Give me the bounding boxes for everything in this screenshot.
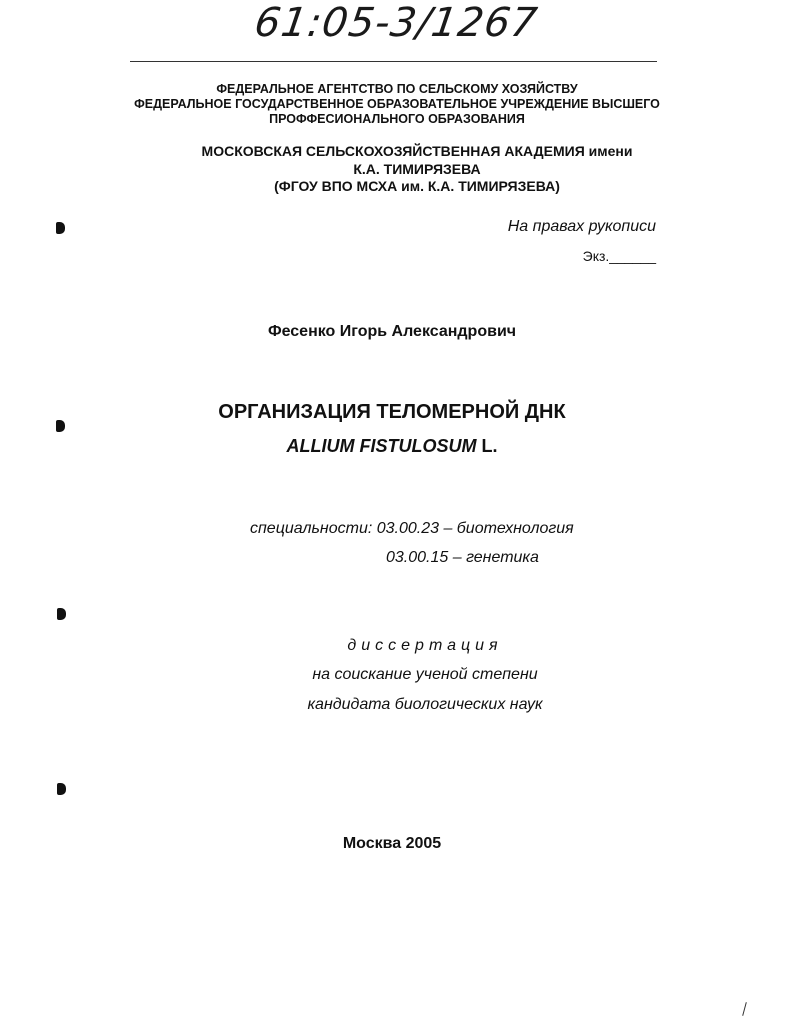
academy-line-3: (ФГОУ ВПО МСХА им. К.А. ТИМИРЯЗЕВА): [274, 178, 560, 194]
archive-number: 61:05-3/1267: [251, 0, 541, 46]
dissertation-title: ОРГАНИЗАЦИЯ ТЕЛОМЕРНОЙ ДНК: [218, 401, 566, 423]
specialty-line-2: 03.00.15 – генетика: [386, 549, 539, 566]
species-line: [0, 436, 784, 457]
city-year: Москва 2005: [342, 835, 442, 852]
specialty-line-1: специальности: 03.00.23 – биотехнология: [250, 520, 574, 537]
agency-line-2: ФЕДЕРАЛЬНОЕ ГОСУДАРСТВЕННОЕ ОБРАЗОВАТЕЛЬНОЕ УЧРЕЖДЕНИЕ ВЫСШЕГО: [134, 97, 660, 111]
binding-hole-mark: [57, 783, 66, 795]
species-name: ALLIUM FISTULOSUM: [286, 436, 477, 456]
degree-word: диссертация: [347, 637, 503, 654]
copy-label: Экз.______: [582, 248, 656, 264]
binding-hole-mark: [56, 222, 65, 234]
author-name: Фесенко Игорь Александрович: [267, 323, 517, 340]
header-rule: [130, 61, 657, 62]
degree-line-3: кандидата биологических наук: [307, 696, 543, 713]
binding-hole-mark: [57, 608, 66, 620]
agency-line-3: ПРОФФЕСИОНАЛЬНОГО ОБРАЗОВАНИЯ: [269, 112, 525, 126]
agency-line-1: ФЕДЕРАЛЬНОЕ АГЕНТСТВО ПО СЕЛЬСКОМУ ХОЗЯЙСТВУ: [216, 82, 578, 96]
rights-note: На правах рукописи: [507, 218, 656, 235]
academy-line-2: К.А. ТИМИРЯЗЕВА: [353, 161, 481, 177]
degree-line-2: на соискание ученой степени: [312, 666, 538, 683]
species-suffix: L.: [476, 436, 498, 456]
academy-line-1: МОСКОВСКАЯ СЕЛЬСКОХОЗЯЙСТВЕННАЯ АКАДЕМИЯ имени: [201, 143, 633, 159]
binding-hole-mark: [56, 420, 65, 432]
scan-artifact: [742, 1002, 747, 1016]
